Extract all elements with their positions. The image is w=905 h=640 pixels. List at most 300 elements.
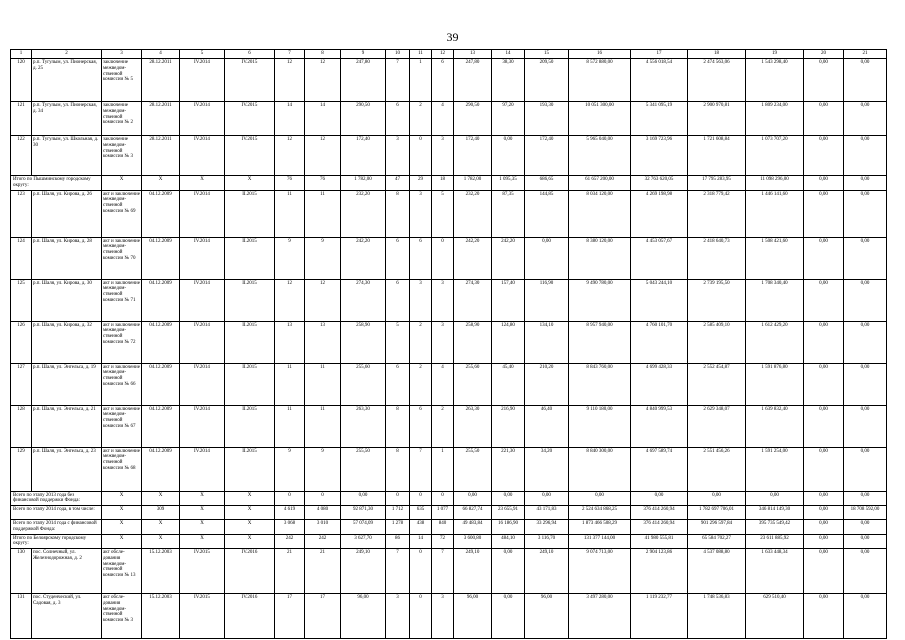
summary-value-cell: 1 782,00 (454, 176, 492, 191)
value-cell: 6 (386, 279, 410, 321)
summary-label-cell: Всего по этапу 2014 года с финансовой поддержкой Фонда: (11, 520, 102, 535)
summary-value-cell: 0,00 (341, 491, 386, 506)
value-cell: 8 380 120,00 (569, 237, 631, 279)
column-number-cell: 16 (569, 50, 631, 59)
value-cell: 96,00 (454, 594, 492, 639)
column-number-cell: 14 (492, 50, 525, 59)
value-cell: 0 (410, 136, 432, 176)
summary-value-cell: 0,00 (454, 491, 492, 506)
value-cell: IV.2014 (180, 237, 225, 279)
value-cell: 14 (305, 102, 341, 136)
summary-value-cell: 0 (432, 491, 454, 506)
value-cell: 249,10 (454, 549, 492, 594)
value-cell: 9 (305, 237, 341, 279)
address-cell: р.п. Тугулым, ул. Пионерская, д. 34 (32, 102, 102, 136)
summary-row (11, 534, 887, 549)
value-cell: 5 965 040,00 (569, 136, 631, 176)
value-cell: 0,00 (492, 594, 525, 639)
summary-value-cell: 0,00 (804, 534, 844, 549)
value-cell: 1 (410, 59, 432, 102)
document-cell: акт и заключение межведом-ственной комиссии № 68 (102, 447, 142, 491)
value-cell: 2 739 195,50 (688, 279, 746, 321)
value-cell: 9 (275, 447, 305, 491)
value-cell: 7 (432, 549, 454, 594)
summary-value-cell: X (180, 520, 225, 535)
summary-value-cell: 11 098 296,00 (746, 176, 804, 191)
value-cell: 7 (410, 447, 432, 491)
summary-value-cell: 86 (386, 534, 410, 549)
value-cell: 11 (305, 405, 341, 447)
summary-value-cell: X (225, 176, 275, 191)
value-cell: 9 110 180,00 (569, 405, 631, 447)
column-number-cell: 10 (386, 50, 410, 59)
document-cell: акт и заключение межведом-ственной комиссии № 72 (102, 321, 142, 363)
value-cell: IV.2016 (225, 594, 275, 639)
value-cell: 3 (410, 279, 432, 321)
value-cell: 0,00 (804, 237, 844, 279)
summary-value-cell: X (142, 534, 180, 549)
row-number-cell: 128 (11, 405, 32, 447)
value-cell: 172,40 (341, 136, 386, 176)
value-cell: 255,50 (454, 447, 492, 491)
row-number-cell: 126 (11, 321, 32, 363)
row-number-cell: 127 (11, 363, 32, 405)
summary-value-cell: X (142, 491, 180, 506)
address-cell: р.п. Тугулым, ул. Пионерская, д. 25 (32, 59, 102, 102)
date-cell: 15.12.2003 (142, 594, 180, 639)
value-cell: 10 051 300,00 (569, 102, 631, 136)
value-cell: 3 (410, 190, 432, 237)
summary-value-cell: 0,00 (569, 491, 631, 506)
value-cell: 232,20 (341, 190, 386, 237)
address-cell: р.п. Тугулым, ул. Школьная, д. 30 (32, 136, 102, 176)
value-cell: 0,00 (844, 549, 887, 594)
value-cell: 12 (305, 279, 341, 321)
value-cell: 7 (386, 59, 410, 102)
value-cell: 249,10 (341, 549, 386, 594)
value-cell: 2 (432, 405, 454, 447)
value-cell: 144,85 (525, 190, 569, 237)
value-cell: 6 (386, 363, 410, 405)
value-cell: 258,90 (341, 321, 386, 363)
summary-label-cell: Итого по Белоярскому городскому округу: (11, 534, 102, 549)
value-cell: 0,00 (844, 363, 887, 405)
summary-label-cell: Всего по этапу 2013 года без финансовой поддержки Фонда: (11, 491, 102, 506)
summary-value-cell: 0,00 (804, 506, 844, 520)
document-cell: заключение межведом-ственной комиссии № 5 (102, 59, 142, 102)
value-cell: 34,20 (525, 447, 569, 491)
date-cell: 04.12.2009 (142, 237, 180, 279)
value-cell: 0,00 (804, 405, 844, 447)
value-cell: 17 (305, 594, 341, 639)
summary-value-cell: 0,00 (804, 520, 844, 535)
value-cell: 1 543 298,40 (746, 59, 804, 102)
value-cell: 0,00 (525, 237, 569, 279)
value-cell: IV.2014 (180, 363, 225, 405)
value-cell: 0,00 (844, 190, 887, 237)
column-number-cell: 17 (631, 50, 688, 59)
column-number-cell: 1 (11, 50, 32, 59)
summary-value-cell: 2 524 634 868,25 (569, 506, 631, 520)
summary-value-cell: X (102, 520, 142, 535)
value-cell: 3 (432, 321, 454, 363)
column-number-cell: 7 (275, 50, 305, 59)
value-cell: 258,90 (454, 321, 492, 363)
address-cell: р.п. Шаля, ул. Энгельса, д. 19 (32, 363, 102, 405)
column-number-cell: 5 (180, 50, 225, 59)
value-cell: 12 (305, 136, 341, 176)
value-cell: 2 552 454,87 (688, 363, 746, 405)
summary-value-cell: X (180, 491, 225, 506)
summary-value-cell: 0,00 (844, 491, 887, 506)
value-cell: 1 809 234,00 (746, 102, 804, 136)
value-cell: IV.2014 (180, 405, 225, 447)
value-cell: 4 269 198,98 (631, 190, 688, 237)
value-cell: 0,00 (844, 594, 887, 639)
value-cell: 157,40 (492, 279, 525, 321)
value-cell: 2 900 970,81 (688, 102, 746, 136)
value-cell: 1 591 876,80 (746, 363, 804, 405)
value-cell: 13 (275, 321, 305, 363)
address-cell: р.п. Шаля, ул. Кирова, д. 32 (32, 321, 102, 363)
value-cell: 232,20 (454, 190, 492, 237)
value-cell: 3 (386, 594, 410, 639)
resettlement-table (10, 49, 887, 639)
value-cell: 38,30 (492, 59, 525, 102)
value-cell: 1 119 232,77 (631, 594, 688, 639)
table-row (11, 279, 887, 321)
summary-value-cell: 29 (410, 176, 432, 191)
value-cell: 0 (410, 594, 432, 639)
value-cell: 0,00 (804, 59, 844, 102)
summary-value-cell: 57 074,09 (341, 520, 386, 535)
value-cell: 290,50 (341, 102, 386, 136)
value-cell: 274,30 (454, 279, 492, 321)
row-number-cell: 130 (11, 549, 32, 594)
value-cell: IV.2015 (180, 549, 225, 594)
summary-value-cell: 33 296,94 (525, 520, 569, 535)
address-cell: р.п. Шаля, ул. Кирова, д. 30 (32, 279, 102, 321)
value-cell: 3 (432, 594, 454, 639)
row-number-cell: 125 (11, 279, 32, 321)
summary-value-cell: 14 (410, 534, 432, 549)
column-number-cell: 9 (341, 50, 386, 59)
table-row (11, 363, 887, 405)
value-cell: 9 074 713,00 (569, 549, 631, 594)
value-cell: 263,30 (341, 405, 386, 447)
value-cell: 1 748 536,83 (688, 594, 746, 639)
value-cell: 4 699 428,33 (631, 363, 688, 405)
row-number-cell: 124 (11, 237, 32, 279)
column-number-cell: 11 (410, 50, 432, 59)
document-cell: акт обсле-дования межведом-ственной комиссии № 13 (102, 549, 142, 594)
document-cell: заключение межведом-ственной комиссии № 2 (102, 102, 142, 136)
value-cell: 0,00 (804, 102, 844, 136)
value-cell: 274,30 (341, 279, 386, 321)
value-cell: 1 508 421,60 (746, 237, 804, 279)
value-cell: 0,00 (804, 594, 844, 639)
value-cell: 0 (410, 549, 432, 594)
summary-value-cell: 1 782,00 (341, 176, 386, 191)
value-cell: 0,00 (844, 279, 887, 321)
value-cell: 5 341 095,19 (631, 102, 688, 136)
summary-value-cell: 49 483,84 (454, 520, 492, 535)
date-cell: 04.12.2009 (142, 321, 180, 363)
summary-value-cell: 0 (410, 491, 432, 506)
document-cell: акт и заключение межведом-ственной комиссии № 66 (102, 363, 142, 405)
value-cell: 134,10 (525, 321, 569, 363)
column-number-cell: 20 (804, 50, 844, 59)
document-cell: акт и заключение межведом-ственной комиссии № 70 (102, 237, 142, 279)
summary-value-cell: X (180, 506, 225, 520)
value-cell: 0,00 (804, 190, 844, 237)
value-cell: 12 (275, 59, 305, 102)
summary-value-cell: X (180, 176, 225, 191)
summary-value-cell: 0,00 (746, 491, 804, 506)
summary-value-cell: 32 763 620,05 (631, 176, 688, 191)
value-cell: 255,60 (454, 363, 492, 405)
value-cell: 0,00 (492, 549, 525, 594)
summary-value-cell: X (142, 176, 180, 191)
value-cell: 11 (305, 190, 341, 237)
value-cell: IV.2015 (225, 136, 275, 176)
value-cell: 255,50 (341, 447, 386, 491)
value-cell: 1 (432, 447, 454, 491)
value-cell: 4 (432, 363, 454, 405)
summary-value-cell: X (102, 176, 142, 191)
value-cell: 2 551 456,26 (688, 447, 746, 491)
value-cell: 249,10 (525, 549, 569, 594)
value-cell: 172,40 (454, 136, 492, 176)
value-cell: 11 (275, 190, 305, 237)
summary-value-cell: 0,00 (844, 534, 887, 549)
value-cell: 6 (410, 237, 432, 279)
summary-value-cell: 242 (275, 534, 305, 549)
value-cell: 4 (432, 102, 454, 136)
value-cell: 21 (305, 549, 341, 594)
value-cell: 8 840 300,00 (569, 447, 631, 491)
value-cell: 221,30 (492, 447, 525, 491)
column-number-cell: 3 (102, 50, 142, 59)
summary-value-cell: 635 (410, 506, 432, 520)
summary-value-cell: X (102, 506, 142, 520)
date-cell: 04.12.2009 (142, 279, 180, 321)
summary-row (11, 491, 887, 506)
value-cell: 1 612 429,20 (746, 321, 804, 363)
summary-row (11, 506, 887, 520)
column-number-cell: 12 (432, 50, 454, 59)
value-cell: 3 497 280,00 (569, 594, 631, 639)
value-cell: II.2015 (225, 237, 275, 279)
summary-value-cell: 65 584 702,27 (688, 534, 746, 549)
table-row (11, 321, 887, 363)
summary-value-cell: 61 657 200,00 (569, 176, 631, 191)
summary-value-cell: 1 712 (386, 506, 410, 520)
value-cell: 8 (386, 190, 410, 237)
value-cell: II.2015 (225, 279, 275, 321)
value-cell: 12 (275, 279, 305, 321)
date-cell: 28.12.2011 (142, 59, 180, 102)
value-cell: 0,00 (844, 237, 887, 279)
column-number-cell: 13 (454, 50, 492, 59)
table-row (11, 237, 887, 279)
column-number-cell: 18 (688, 50, 746, 59)
document-cell: акт и заключение межведом-ственной комиссии № 71 (102, 279, 142, 321)
value-cell: 1 708 340,40 (746, 279, 804, 321)
page-number: 39 (446, 30, 459, 44)
value-cell: 0,00 (844, 321, 887, 363)
value-cell: 4 760 101,70 (631, 321, 688, 363)
value-cell: 6 (386, 237, 410, 279)
summary-value-cell: 23 655,91 (492, 506, 525, 520)
summary-value-cell: 1 095,35 (492, 176, 525, 191)
value-cell: 8 (386, 405, 410, 447)
summary-label-cell: Всего по этапу 2014 года, в том числе: (11, 506, 102, 520)
summary-value-cell: 395 735 549,42 (746, 520, 804, 535)
document-cell: акт и заключение межведом-ственной комиссии № 67 (102, 405, 142, 447)
summary-value-cell: 3 600,80 (454, 534, 492, 549)
row-number-cell: 122 (11, 136, 32, 176)
summary-value-cell: 309 (142, 506, 180, 520)
summary-value-cell: 438 (410, 520, 432, 535)
table-row (11, 59, 887, 102)
value-cell: 0,00 (804, 136, 844, 176)
value-cell: 242,20 (492, 237, 525, 279)
column-number-cell: 8 (305, 50, 341, 59)
summary-value-cell: 901 296 597,84 (688, 520, 746, 535)
table-row (11, 136, 887, 176)
document-cell: акт обсле-дования межведом-ственной комиссии № 3 (102, 594, 142, 639)
value-cell: 116,90 (525, 279, 569, 321)
summary-value-cell: X (102, 491, 142, 506)
row-number-cell: 121 (11, 102, 32, 136)
value-cell: 0,00 (844, 102, 887, 136)
summary-value-cell: 0,00 (804, 176, 844, 191)
table-row (11, 549, 887, 594)
value-cell: 0,00 (844, 136, 887, 176)
summary-value-cell: 0 (386, 491, 410, 506)
value-cell: 96,00 (525, 594, 569, 639)
value-cell: IV.2014 (180, 102, 225, 136)
summary-value-cell: 346 814 149,30 (746, 506, 804, 520)
value-cell: 263,30 (454, 405, 492, 447)
value-cell: 45,40 (492, 363, 525, 405)
summary-value-cell: 0,00 (688, 491, 746, 506)
value-cell: IV.2014 (180, 279, 225, 321)
summary-value-cell: 92 871,30 (341, 506, 386, 520)
summary-value-cell: 41 980 555,81 (631, 534, 688, 549)
value-cell: 8 034 120,00 (569, 190, 631, 237)
value-cell: 0,00 (844, 447, 887, 491)
value-cell: 4 697 589,74 (631, 447, 688, 491)
value-cell: 8 843 760,00 (569, 363, 631, 405)
value-cell: II.2015 (225, 190, 275, 237)
date-cell: 04.12.2009 (142, 405, 180, 447)
row-number-cell: 129 (11, 447, 32, 491)
address-cell: р.п. Шаля, ул. Энгельса, д. 23 (32, 447, 102, 491)
value-cell: 2 318 779,42 (688, 190, 746, 237)
value-cell: 5 043 244,10 (631, 279, 688, 321)
value-cell: 21 (275, 549, 305, 594)
address-cell: р.п. Шаля, ул. Кирова, д. 28 (32, 237, 102, 279)
value-cell: 11 (275, 405, 305, 447)
column-number-cell: 21 (844, 50, 887, 59)
value-cell: 17 (275, 594, 305, 639)
summary-row (11, 520, 887, 535)
summary-value-cell: 3 627,70 (341, 534, 386, 549)
value-cell: 0,00 (844, 59, 887, 102)
value-cell: 210,20 (525, 363, 569, 405)
column-number-cell: 19 (746, 50, 804, 59)
value-cell: 9 (305, 447, 341, 491)
summary-value-cell: 43 171,83 (525, 506, 569, 520)
address-cell: пос. Солнечный, ул. Железнодорожная, д. 2 (32, 549, 102, 594)
value-cell: IV.2015 (225, 102, 275, 136)
value-cell: 209,50 (525, 59, 569, 102)
summary-value-cell: 376 414 260,94 (631, 506, 688, 520)
summary-value-cell: 0,00 (525, 491, 569, 506)
summary-value-cell: 1 077 (432, 506, 454, 520)
value-cell: 247,80 (454, 59, 492, 102)
summary-value-cell: 0 (305, 491, 341, 506)
value-cell: 629 510,40 (746, 594, 804, 639)
summary-value-cell: 0,00 (631, 491, 688, 506)
summary-value-cell: 242 (305, 534, 341, 549)
value-cell: 8 572 880,00 (569, 59, 631, 102)
value-cell: 96,00 (341, 594, 386, 639)
value-cell: 87,35 (492, 190, 525, 237)
value-cell: 11 (305, 363, 341, 405)
value-cell: 290,50 (454, 102, 492, 136)
summary-value-cell: 18 (432, 176, 454, 191)
summary-label-cell: Итого по Пышминскому городскому округу: (11, 176, 102, 191)
summary-value-cell: 0,00 (804, 491, 844, 506)
date-cell: 04.12.2009 (142, 447, 180, 491)
value-cell: 0 (432, 237, 454, 279)
value-cell: 1 591 254,00 (746, 447, 804, 491)
value-cell: IV.2014 (180, 190, 225, 237)
document-cell: акт и заключение межведом-ственной комиссии № 69 (102, 190, 142, 237)
value-cell: 3 169 723,96 (631, 136, 688, 176)
date-cell: 04.12.2009 (142, 190, 180, 237)
column-number-cell: 6 (225, 50, 275, 59)
value-cell: 2 (410, 102, 432, 136)
value-cell: 12 (305, 59, 341, 102)
table-row (11, 447, 887, 491)
table-row (11, 102, 887, 136)
summary-value-cell: X (225, 534, 275, 549)
value-cell: IV.2015 (180, 594, 225, 639)
value-cell: IV.2014 (180, 321, 225, 363)
summary-value-cell: 484,10 (492, 534, 525, 549)
summary-value-cell: 0,00 (844, 176, 887, 191)
value-cell: 4 840 999,53 (631, 405, 688, 447)
summary-row (11, 176, 887, 191)
column-number-row (11, 50, 887, 59)
value-cell: 242,20 (454, 237, 492, 279)
value-cell: II.2015 (225, 405, 275, 447)
value-cell: 2 418 640,73 (688, 237, 746, 279)
summary-value-cell: X (225, 506, 275, 520)
value-cell: 3 (432, 279, 454, 321)
value-cell: 0,00 (804, 363, 844, 405)
value-cell: 6 (386, 102, 410, 136)
table-row (11, 594, 887, 639)
value-cell: 3 (386, 136, 410, 176)
value-cell: 6 (410, 405, 432, 447)
value-cell: 4 453 057,67 (631, 237, 688, 279)
value-cell: 1 073 707,20 (746, 136, 804, 176)
